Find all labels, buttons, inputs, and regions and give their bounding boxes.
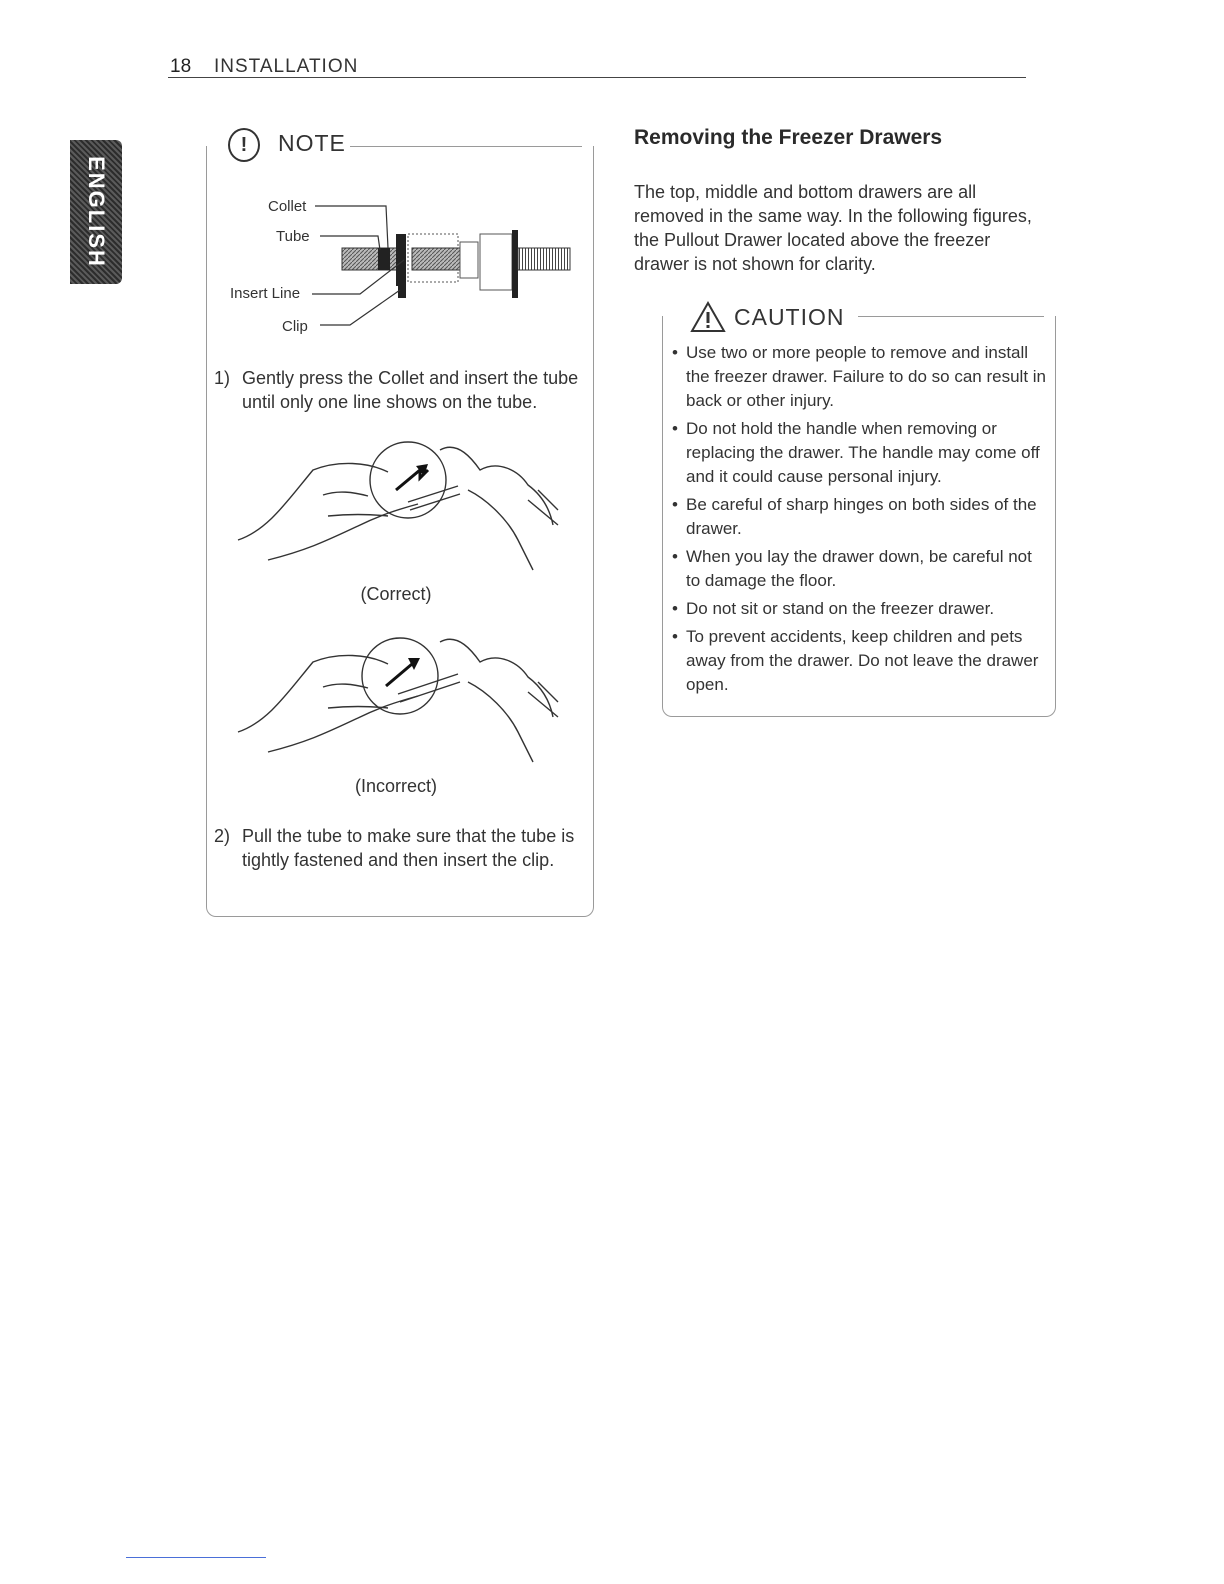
fitting-diagram <box>300 190 580 335</box>
language-tab-label: ENGLISH <box>84 156 109 268</box>
step-1-number: 1) <box>214 368 231 388</box>
caution-item: • Do not hold the handle when removing or replacing the drawer. The handle may come off and it could cause personal injury. <box>672 417 1048 489</box>
label-collet: Collet <box>268 198 307 215</box>
incorrect-insertion-illustration <box>228 622 568 772</box>
header-rule <box>168 77 1026 78</box>
caution-item: • Do not sit or stand on the freezer drawer. <box>672 597 1048 621</box>
caption-correct: (Correct) <box>360 584 432 604</box>
label-clip: Clip <box>282 318 308 335</box>
caption-incorrect: (Incorrect) <box>354 776 437 796</box>
step-2-text: Pull the tube to make sure that the tube is tightly fastened and then insert the clip. <box>242 826 575 870</box>
caution-item: • When you lay the drawer down, be careful not to damage the floor. <box>672 545 1048 593</box>
removing-heading: Removing the Freezer Drawers <box>634 126 943 149</box>
note-icon: ! <box>228 128 260 162</box>
correct-insertion-illustration <box>228 430 568 580</box>
caution-item: • Be careful of sharp hinges on both sides of the drawer. <box>672 493 1048 541</box>
caution-list <box>672 341 1048 701</box>
step-2-number: 2) <box>214 826 231 846</box>
note-title: NOTE <box>278 130 346 156</box>
removing-paragraph: The top, middle and bottom drawers are all removed in the same way. In the following figures, the Pullout Drawer located above the freezer drawer is not shown for clarity. <box>634 182 1032 274</box>
note-header-rule <box>350 146 582 147</box>
caution-item: • Use two or more people to remove and install the freezer drawer. Failure to do so can result in back or other injury. <box>672 341 1048 413</box>
footer-rule <box>126 1557 266 1558</box>
page-number: 18 <box>170 56 192 77</box>
warning-triangle-icon <box>690 300 726 334</box>
caution-header-rule <box>858 316 1044 317</box>
label-tube: Tube <box>276 228 310 245</box>
step-1-text: Gently press the Collet and insert the tube until only one line shows on the tube. <box>242 368 579 412</box>
language-tab <box>70 140 122 284</box>
caution-item: • To prevent accidents, keep children and pets away from the drawer. Do not leave the drawer open. <box>672 625 1048 697</box>
caution-title: CAUTION <box>734 304 845 330</box>
label-insert-line: Insert Line <box>230 285 301 302</box>
section-title: INSTALLATION <box>214 56 359 77</box>
